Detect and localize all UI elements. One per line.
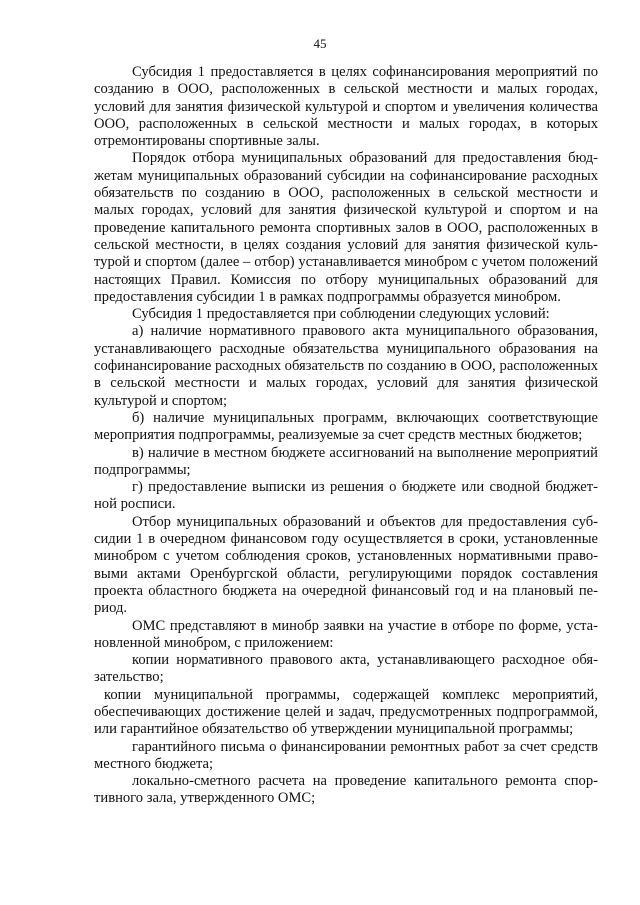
document-body — [94, 64, 598, 808]
paragraph-condition-b: б) наличие муниципальных программ, включающих соответствующие мероприятия подпрограммы, реализуемые за счет средств местных бюджетов; — [94, 409, 598, 444]
paragraph-subsidy-purpose: Субсидия 1 предоставляется в целях софинансирования мероприятий по созданию в ООО, расположенных в сельской местности и малых городах, условий для занятия физической культурой и спортом и увеличения количества ООО, расположенных в сельской местности и малых городах, в которых отремонтированы спортивные залы. — [94, 64, 598, 150]
paragraph-condition-v: в) наличие в местном бюджете ассигнований на выполнение мероприятий подпрограммы; — [94, 444, 598, 478]
page-number: 45 — [313, 36, 327, 51]
paragraph-condition-g: г) предоставление выписки из решения о бюджете или сводной бюджетной росписи. — [94, 479, 598, 513]
paragraph-applications: ОМС представляют в минобр заявки на участие в отборе по форме, установленной минобром, с приложением: — [94, 617, 598, 651]
paragraph-selection-timing: Отбор муниципальных образований и объектов для предоставления субсидии 1 в очередном финансовом году осуществляется в сроки, установленные минобром с учетом соблюдения сроков, установленных нормативными правовыми актами Оренбургской области, регулирующими порядок составления проекта областного бюджета на очередной финансовый год и на плановый период. — [94, 513, 598, 617]
list-item-legal-act-copy: копии нормативного правового акта, устанавливающего расходное обязательство; — [94, 652, 598, 686]
paragraph-condition-a: а) наличие нормативного правового акта муниципального образования, устанавливающего расходные обязательства муниципального образования на софинансирование расходных обязательств по созданию в ООО, расположенных в сельской местности и малых городах, условий для занятия физической культурой и спортом; — [94, 323, 598, 409]
list-item-municipal-program-copy: копии муниципальной программы, содержащей комплекс мероприятий, обеспечивающих достижение целей и задач, предусмотренных подпрограммой, или гарантийное обязательство об утверждении муниципальной программы; — [94, 686, 598, 738]
paragraph-conditions-intro: Субсидия 1 предоставляется при соблюдении следующих условий: — [132, 306, 550, 323]
paragraph-selection-procedure: Порядок отбора муниципальных образований для предоставления бюджетам муниципальных образований субсидии на софинансирование расходных обязательств по созданию в ООО, расположенных в сельской местности и малых городах, условий для занятия физической культурой и спортом и на проведение капитального ремонта спортивных залов в ООО, расположенных в сельской местности, в целях создания условий для занятия физической культурой и спортом (далее – отбор) устанавливается минобром с учетом положений настоящих Правил. Комиссия по отбору муниципальных образований для предоставления субсидии 1 в рамках подпрограммы образуется минобром. — [94, 150, 598, 305]
list-item-guarantee-letter: гарантийного письма о финансировании ремонтных работ за счет средств местного бюджета; — [94, 738, 598, 772]
list-item-cost-estimate: локально-сметного расчета на проведение капитального ремонта спортивного зала, утвержденного ОМС; — [94, 773, 598, 807]
